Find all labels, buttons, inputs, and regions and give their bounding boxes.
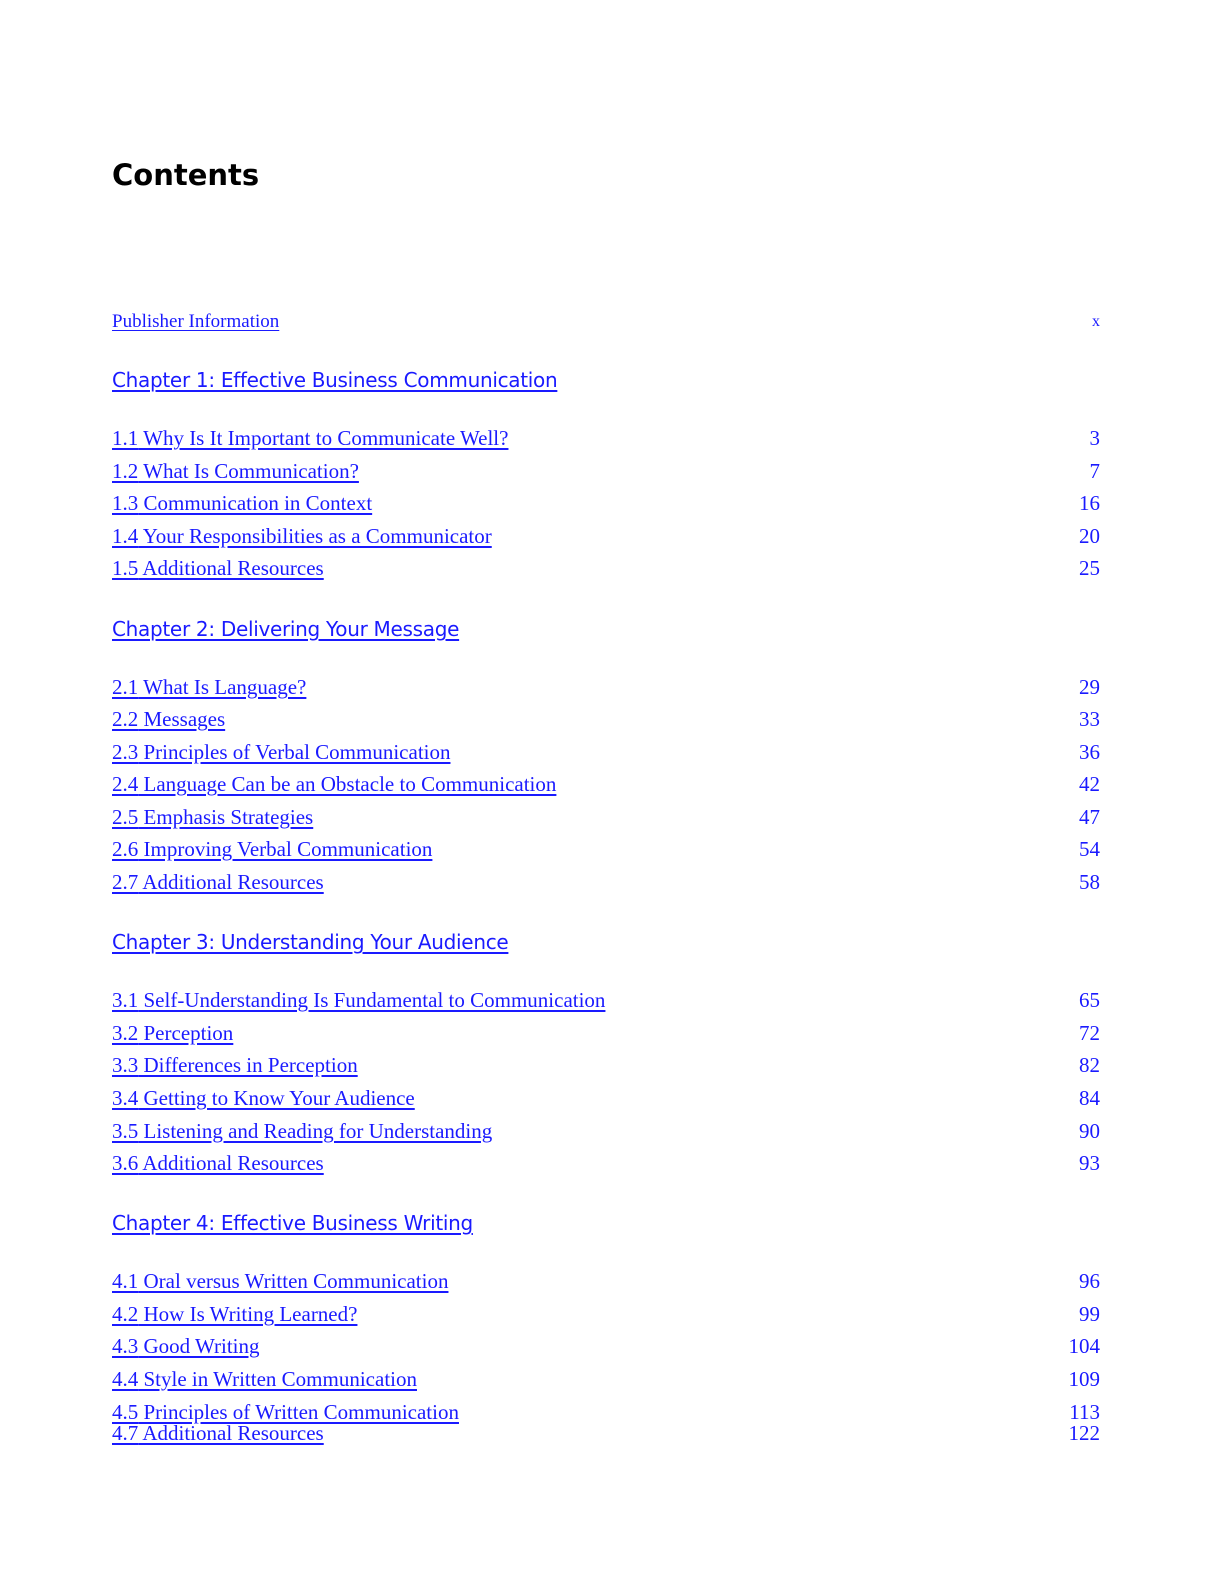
toc-row <box>112 738 1100 766</box>
section-number: 1.2 <box>112 459 139 483</box>
section-title: Getting to Know Your Audience <box>138 1086 415 1110</box>
section-number: 4.1 <box>112 1269 139 1293</box>
toc-row <box>112 770 1100 798</box>
section-link-3-4[interactable] <box>112 1084 415 1112</box>
section-number: 2.4 <box>112 772 139 796</box>
page-number: 36 <box>1079 740 1100 764</box>
toc-row <box>112 554 1100 582</box>
publisher-information-link[interactable]: Publisher Information <box>112 311 280 332</box>
toc-row <box>112 986 1100 1014</box>
section-title: Perception <box>138 1021 234 1045</box>
section-link-3-5[interactable] <box>112 1117 492 1145</box>
page-number: 96 <box>1079 1269 1100 1293</box>
section-title: Improving Verbal Communication <box>138 837 433 861</box>
page-title: Contents <box>112 158 260 192</box>
chapter-heading-1 <box>112 366 1100 394</box>
section-link-1-1[interactable] <box>112 424 508 452</box>
section-title: Your Responsibilities as a Communicator <box>138 524 492 548</box>
page-number: 109 <box>1068 1367 1100 1391</box>
section-number: 4.7 <box>112 1421 139 1445</box>
section-title: Good Writing <box>138 1334 260 1358</box>
page-number: x <box>1092 313 1100 330</box>
section-title: Oral versus Written Communication <box>138 1269 449 1293</box>
section-title: Principles of Written Communication <box>138 1400 459 1424</box>
section-title: Differences in Perception <box>138 1053 358 1077</box>
section-link-3-2[interactable] <box>112 1019 233 1047</box>
section-title: Communication in Context <box>138 491 373 515</box>
section-number: 4.5 <box>112 1400 139 1424</box>
toc-row <box>112 1117 1100 1145</box>
toc-row <box>112 489 1100 517</box>
section-number: 2.7 <box>112 870 139 894</box>
section-number: 3.5 <box>112 1119 139 1143</box>
section-title: Principles of Verbal Communication <box>138 740 451 764</box>
page-number: 42 <box>1079 772 1100 796</box>
section-number: 3.3 <box>112 1053 139 1077</box>
toc-row <box>112 424 1100 452</box>
toc-row <box>112 1267 1100 1295</box>
section-title: Additional Resources <box>138 556 324 580</box>
chapter-2-link[interactable]: Chapter 2: Delivering Your Message <box>112 617 460 641</box>
section-title: What Is Language? <box>138 675 307 699</box>
section-number: 1.5 <box>112 556 139 580</box>
toc-row <box>112 705 1100 733</box>
section-title: Additional Resources <box>138 870 324 894</box>
section-title: Messages <box>138 707 226 731</box>
section-title: Additional Resources <box>138 1151 324 1175</box>
section-title: How Is Writing Learned? <box>138 1302 358 1326</box>
page-number: 7 <box>1089 459 1100 483</box>
page-number: 99 <box>1079 1302 1100 1326</box>
section-number: 1.3 <box>112 491 139 515</box>
chapter-heading-2 <box>112 615 1100 643</box>
section-link-2-4[interactable] <box>112 770 556 798</box>
toc-row <box>112 1051 1100 1079</box>
page-number: 72 <box>1079 1021 1100 1045</box>
page-number: 54 <box>1079 837 1100 861</box>
toc-row <box>112 457 1100 485</box>
toc-row <box>112 1300 1100 1328</box>
section-number: 2.3 <box>112 740 139 764</box>
section-number: 4.4 <box>112 1367 139 1391</box>
section-title: Emphasis Strategies <box>138 805 314 829</box>
page-number: 122 <box>1068 1421 1100 1445</box>
section-link-4-7[interactable] <box>112 1419 324 1447</box>
section-link-2-3[interactable] <box>112 738 450 766</box>
toc-row <box>112 1332 1100 1360</box>
section-link-1-5[interactable] <box>112 554 324 582</box>
section-link-3-1[interactable] <box>112 986 605 1014</box>
page-number: 47 <box>1079 805 1100 829</box>
section-number: 3.6 <box>112 1151 139 1175</box>
section-link-2-1[interactable] <box>112 673 306 701</box>
section-link-4-2[interactable] <box>112 1300 357 1328</box>
section-number: 3.4 <box>112 1086 139 1110</box>
toc-row <box>112 803 1100 831</box>
chapter-heading-3 <box>112 928 1100 956</box>
chapter-3-link[interactable]: Chapter 3: Understanding Your Audience <box>112 930 509 954</box>
section-title: What Is Communication? <box>138 459 359 483</box>
section-link-3-6[interactable] <box>112 1149 324 1177</box>
page-number: 20 <box>1079 524 1100 548</box>
section-number: 1.1 <box>112 426 139 450</box>
chapter-heading-4 <box>112 1209 1100 1237</box>
section-title: Listening and Reading for Understanding <box>138 1119 493 1143</box>
chapter-1-link[interactable]: Chapter 1: Effective Business Communication <box>112 368 558 392</box>
section-link-1-2[interactable] <box>112 457 359 485</box>
section-link-2-5[interactable] <box>112 803 313 831</box>
section-link-4-1[interactable] <box>112 1267 448 1295</box>
toc-row <box>112 835 1100 863</box>
page-number: 58 <box>1079 870 1100 894</box>
page-number: 65 <box>1079 988 1100 1012</box>
page-number: 33 <box>1079 707 1100 731</box>
section-title: Language Can be an Obstacle to Communication <box>138 772 557 796</box>
section-title: Additional Resources <box>138 1421 324 1445</box>
section-number: 4.2 <box>112 1302 139 1326</box>
page-number: 16 <box>1079 491 1100 515</box>
toc-row-publisher <box>112 308 1100 336</box>
page-number: 113 <box>1069 1400 1100 1424</box>
page-number: 25 <box>1079 556 1100 580</box>
section-title: Why Is It Important to Communicate Well? <box>138 426 509 450</box>
section-link-2-7[interactable] <box>112 868 324 896</box>
toc-row <box>112 1149 1100 1177</box>
section-number: 3.1 <box>112 988 139 1012</box>
section-title: Style in Written Communication <box>138 1367 417 1391</box>
section-link-3-3[interactable] <box>112 1051 358 1079</box>
toc-row <box>112 1019 1100 1047</box>
page-number: 3 <box>1089 426 1100 450</box>
toc-row <box>112 1419 1100 1447</box>
section-number: 2.1 <box>112 675 139 699</box>
section-number: 3.2 <box>112 1021 139 1045</box>
section-link-1-4[interactable] <box>112 522 492 550</box>
section-link-4-3[interactable] <box>112 1332 260 1360</box>
section-link-2-6[interactable] <box>112 835 432 863</box>
chapter-4-link[interactable]: Chapter 4: Effective Business Writing <box>112 1211 473 1235</box>
page-number: 84 <box>1079 1086 1100 1110</box>
toc-row <box>112 522 1100 550</box>
section-link-2-2[interactable] <box>112 705 225 733</box>
section-title: Self-Understanding Is Fundamental to Communication <box>138 988 606 1012</box>
section-number: 2.6 <box>112 837 139 861</box>
page-number: 93 <box>1079 1151 1100 1175</box>
toc-row <box>112 673 1100 701</box>
page-number: 90 <box>1079 1119 1100 1143</box>
section-number: 4.3 <box>112 1334 139 1358</box>
page-number: 104 <box>1068 1334 1100 1358</box>
page-number: 82 <box>1079 1053 1100 1077</box>
toc-row <box>112 1365 1100 1393</box>
section-number: 2.5 <box>112 805 139 829</box>
section-number: 1.4 <box>112 524 139 548</box>
page-number: 29 <box>1079 675 1100 699</box>
section-link-1-3[interactable] <box>112 489 372 517</box>
section-link-4-4[interactable] <box>112 1365 417 1393</box>
toc-row <box>112 868 1100 896</box>
toc-row <box>112 1084 1100 1112</box>
section-number: 2.2 <box>112 707 139 731</box>
